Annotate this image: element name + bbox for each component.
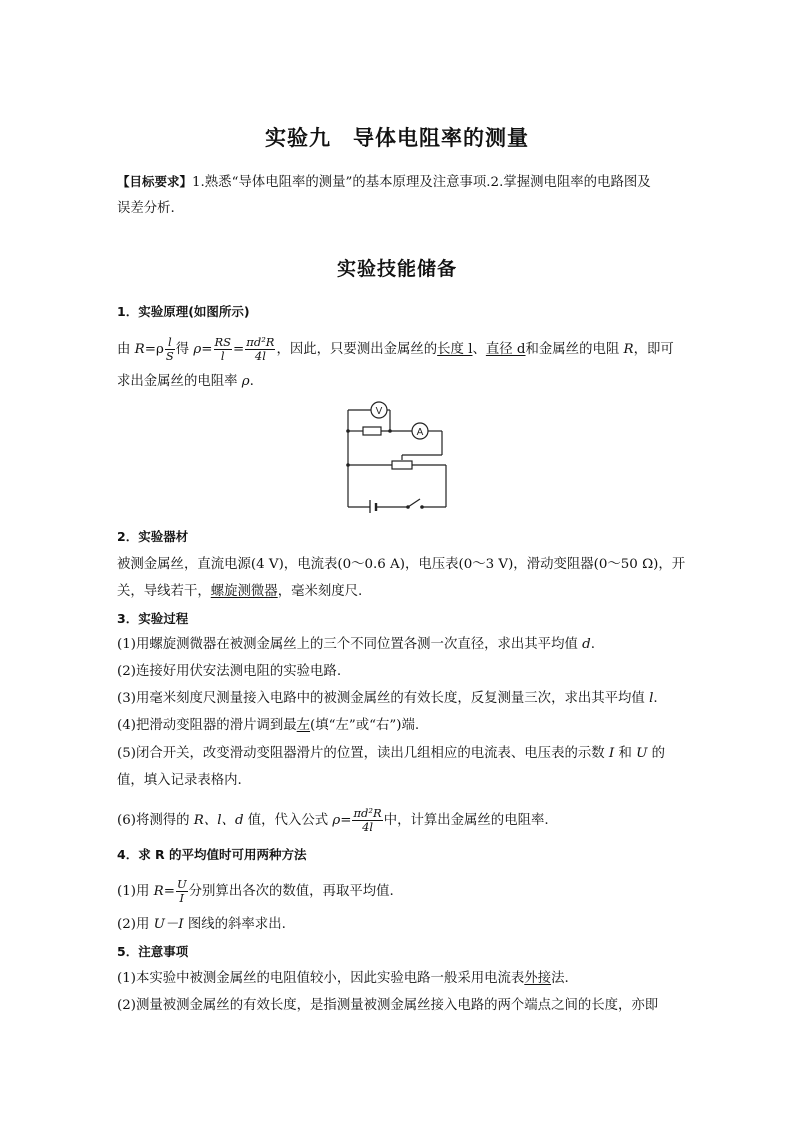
junction-dot — [346, 463, 350, 467]
equipment-heading: 2．实验器材 — [117, 529, 189, 544]
switch-pivot — [406, 505, 410, 509]
period: . — [653, 691, 658, 706]
period: . — [590, 637, 595, 652]
switch-lever — [408, 499, 420, 507]
var-rho: ρ — [241, 374, 250, 389]
fraction-numerator: l — [165, 336, 175, 350]
fraction-numerator: RS — [214, 335, 232, 349]
step-text: 的 — [647, 746, 666, 761]
principle-heading: 1．实验原理(如图所示) — [117, 304, 250, 319]
notes-heading: 5．注意事项 — [117, 944, 189, 959]
fraction-denominator: l — [220, 349, 225, 363]
page-title: 实验九 导体电阻率的测量 — [265, 126, 529, 150]
equals: = — [233, 342, 245, 357]
underlined-length: 长度 l — [437, 342, 473, 357]
fraction-denominator: 4l — [362, 820, 374, 834]
fraction-RS-over-l — [214, 336, 233, 363]
ammeter-label: A — [416, 427, 424, 438]
note-text: (1)本实验中被测金属丝的电阻值较小，因此实验电路一般采用电流表 — [117, 971, 525, 986]
step-text: 值，代入公式 — [243, 813, 333, 828]
method-text: (1)用 — [117, 884, 154, 899]
step-text: (1)用螺旋测微器在被测金属丝上的三个不同位置各测一次直径，求出其平均值 — [117, 637, 583, 652]
separator: 、 — [472, 342, 486, 357]
method-text: (2)用 — [117, 917, 154, 932]
underlined-micrometer: 螺旋测微器 — [210, 584, 278, 599]
fraction-rho-formula — [245, 336, 275, 363]
step-text: 中，计算出金属丝的电阻率. — [383, 813, 549, 828]
method-2 — [117, 915, 286, 935]
voltmeter-label: V — [375, 406, 383, 417]
fraction-denominator: 4l — [254, 349, 266, 363]
process-step-5 — [117, 744, 665, 764]
var-I: I — [608, 746, 615, 761]
fraction-denominator: I — [179, 891, 185, 905]
process-heading: 3．实验过程 — [117, 611, 189, 626]
eq-rho: =ρ — [144, 342, 164, 357]
process-step-4 — [117, 716, 419, 736]
fraction-numerator: πd²R — [353, 806, 382, 820]
principle-text-c: ，即可 — [633, 342, 674, 357]
equipment-line-1: 被测金属丝，直流电源(4 V)，电流表(0～0.6 A)，电压表(0～3 V)，滑动变阻器(0～50 Ω)，开 — [117, 557, 686, 572]
var-rho: ρ — [193, 342, 202, 357]
var-U-I: U－I — [153, 917, 184, 932]
underlined-external: 外接 — [524, 971, 552, 986]
fraction-numerator: U — [176, 877, 187, 891]
goal-text-1: 1.熟悉“导体电阻率的测量”的基本原理及注意事项.2.掌握测电阻率的电路图及 — [192, 175, 651, 190]
fraction-l-over-S — [165, 336, 175, 363]
process-step-6 — [117, 807, 549, 834]
method-text: 图线的斜率求出. — [183, 917, 286, 932]
step-text: 和 — [614, 746, 637, 761]
vars-R-l-d: R、l、d — [193, 813, 244, 828]
method-1 — [117, 878, 394, 905]
equipment-text: 关，导线若干， — [117, 584, 211, 599]
step-text: (6)将测得的 — [117, 813, 194, 828]
resistor-wire — [363, 427, 381, 435]
fraction-denominator: S — [165, 349, 174, 363]
principle-line2-text: 求出金属丝的电阻率 — [117, 374, 242, 389]
var-rho: ρ — [332, 813, 341, 828]
var-d: d — [582, 637, 591, 652]
principle-line-2 — [117, 372, 254, 392]
var-R: R — [623, 342, 634, 357]
var-R: R — [153, 884, 164, 899]
fraction-numerator: πd²R — [246, 335, 275, 349]
principle-formula-line — [117, 336, 674, 363]
goal-tag: 【目标要求】 — [117, 174, 193, 189]
period: . — [249, 374, 254, 389]
equipment-line-2 — [117, 582, 362, 602]
junction-dot — [388, 429, 392, 433]
step-text: (3)用毫米刻度尺测量接入电路中的被测金属丝的有效长度，反复测量三次，求出其平均值 — [117, 691, 650, 706]
methods-heading: 4．求 R 的平均值时可用两种方法 — [117, 847, 307, 862]
lead-text: 由 — [117, 342, 135, 357]
circuit-diagram — [330, 395, 460, 513]
var-l: l — [649, 691, 654, 706]
process-step-1 — [117, 635, 595, 655]
process-step-5-line-2: 值，填入记录表格内. — [117, 773, 242, 788]
goal-line-1 — [117, 172, 651, 193]
underlined-left: 左 — [296, 718, 311, 733]
process-step-3 — [117, 689, 658, 709]
note-1 — [117, 969, 569, 989]
section-title: 实验技能储备 — [336, 258, 457, 280]
junction-dot — [346, 429, 350, 433]
de-text: 得 — [175, 342, 194, 357]
equipment-text: ，毫米刻度尺. — [277, 584, 363, 599]
fraction-U-over-I — [176, 878, 188, 905]
note-text: 法. — [551, 971, 569, 986]
var-U: U — [636, 746, 648, 761]
step-text: (4)把滑动变阻器的滑片调到最 — [117, 718, 297, 733]
switch-contact — [420, 505, 424, 509]
principle-text-a: ，因此，只要测出金属丝的 — [276, 342, 438, 357]
process-step-2: (2)连接好用伏安法测电阻的实验电路. — [117, 664, 342, 679]
equals: = — [340, 813, 352, 828]
equals: = — [201, 342, 213, 357]
note-2: (2)测量被测金属丝的有效长度，是指测量被测金属丝接入电路的两个端点之间的长度，亦即 — [117, 998, 659, 1013]
underlined-diameter: 直径 d — [485, 342, 526, 357]
var-R: R — [134, 342, 145, 357]
fraction-rho-formula — [352, 807, 382, 834]
principle-text-b: 和金属丝的电阻 — [525, 342, 624, 357]
goal-text-2: 误差分析. — [117, 201, 175, 216]
step-text: (填“左”或“右”)端. — [310, 718, 420, 733]
step-text: (5)闭合开关，改变滑动变阻器滑片的位置，读出几组相应的电流表、电压表的示数 — [117, 746, 609, 761]
slide-rheostat — [392, 461, 412, 469]
equals: = — [163, 884, 175, 899]
method-text: 分别算出各次的数值，再取平均值. — [188, 884, 394, 899]
